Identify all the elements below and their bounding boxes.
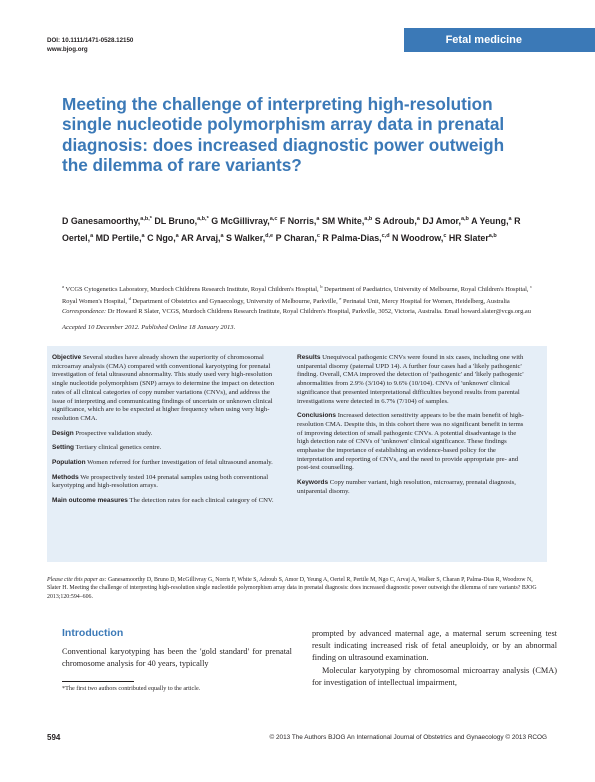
author-name: HR Slater (448, 232, 489, 243)
population: Women referred for further investigation of fetal ultrasound anomaly. (87, 459, 273, 467)
objective: Several studies have already shown the superiority of chromosomal microarray analysis (CMA) compared with conventional karyotyping for prenatal investigation of fetal ultrasound abnormality. This study used very high-resolution single nucleotide polymorphism (SNP) arrays to determine the impact on detection rates of all clinical categories of copy number variations (CNVs), and address the issue of interpreting and communicating findings of uncertain or unknown clinical significance, which are to be expected at higher frequency when using very high-resolution CMA. (52, 354, 275, 422)
author-affil-marker: a,c (269, 216, 278, 222)
author-affil-marker: a,b (364, 216, 373, 222)
affil-b: Department of Paediatrics, University of Melbourne, Royal Children's Hospital, (324, 286, 529, 294)
author-affil-marker: a,b (488, 232, 497, 239)
author-affil-marker: a,b,* (140, 216, 152, 222)
author-list: D Ganesamoorthy,$^{a,b,*}$ DL Bruno,$^{a,b,*}$ G McGillivray,$^{a,c}$ F Norris,$^a$ SM White,$^{a,b}$ S Adroub,$^a$ DJ Amor,$^{a,b}$ A Yeung,$^a$ R Oertel,$^a$ MD Pertile,$^a$ C Ngo,$^a$ AR Arvaj,$^a$ S Walker,$^{d,e}$ P Charan,$^c$ R Palma-Dias,$^{c,d}$ N Woodrow,$^c$ HR Slater$^{a,b}$ (62, 215, 521, 243)
author-name: C Ngo (147, 232, 174, 243)
author-name: A Yeung (471, 215, 507, 226)
author-affil-marker: a (90, 232, 94, 239)
methods: We prospectively tested 104 prenatal samples using both conventional karyotyping and high-resolution arrays. (52, 473, 269, 490)
accepted-date: Accepted 10 December 2012. Published Online 18 January 2013. (62, 324, 236, 331)
author-name: P Charan (275, 232, 315, 243)
author-affil-marker: a,b,* (197, 216, 209, 222)
intro-right-text (312, 628, 557, 689)
author-name: S Adroub (374, 215, 415, 226)
intro-right-p1: prompted by advanced maternal age, a maternal serum screening test result indicating increased risk of fetal aneuploidy, or by an abnormal finding on ultrasound examination. (312, 629, 557, 663)
author-affil-marker: a (220, 232, 224, 239)
author-affil-marker: c,d (381, 232, 390, 239)
intro-heading: Introduction (62, 627, 124, 639)
outcome-measures: The detection rates for each clinical category of CNV. (129, 497, 274, 505)
abstract-left-column: Objective Several studies have already shown the superiority of chromosomal microarray analysis (CMA) compared with conventional karyotyping for prenatal investigation of fetal ultrasound abnormality. This study used very high-resolution single nucleotide polymorphism (SNP) arrays to determine the impact on detection rates of all clinical categories of copy number variations (CNVs), and address the issue of interpreting and communicating findings of uncertain or unknown clinical significance, which are to be expected at higher frequency when using very high-resolution CMA. Design Prospective validation study. Setting Tertiary clinical genetics centre. Population Women referred for further investigation of fetal ultrasound anomaly. Methods We prospectively tested 104 prenatal samples using both conventional karyotyping and high-resolution arrays. Main outcome measures The detection rates for each clinical category of CNV. (52, 354, 275, 505)
author-name: R Palma-Dias (322, 232, 380, 243)
footer-copyright: © 2013 The Authors BJOG An International Journal of Obstetrics and Gynaecology © 2013 RCOG (269, 734, 547, 741)
citation-label: Please cite this paper as: (47, 577, 107, 583)
author-affil-marker: a (141, 232, 145, 239)
footnote: *The first two authors contributed equally to the article. (62, 685, 201, 692)
intro-left-text: Conventional karyotyping has been the 'gold standard' for prenatal chromosome analysis for 40 years, typically (62, 647, 292, 669)
results: Unequivocal pathogenic CNVs were found in six cases, including one with uniparental disomy (paternal UPD 14). A further four cases had a 'likely pathogenic' finding. Overall, CMA improved the detection of 'pathogenic' and 'likely pathogenic' abnormalities from 2.9% (3/104) to 9.6% (10/104). CNVs of 'unknown' clinical significance that presented interpretational difficulties beyond results from parental investigations were detected in 6.7% (7/104) of samples. (297, 354, 524, 405)
article-title: Meeting the challenge of interpreting high-resolution single nucleotide polymorphism array data in prenatal diagnosis: does increased diagnostic power outweigh the dilemma of rare variants? (62, 94, 505, 175)
conclusions: Increased detection sensitivity appears to be the main benefit of high-resolution CMA. Despite this, in this cohort there was no significant benefit in terms of improving detection of small pathogenic CNVs. A potential disadvantage is the high detection rate of CNVs of 'unknown' clinical significance. These findings emphasise the importance of establishing an evidence-based policy for the interpretation and reporting of CNVs, and the need to provide appropriate pre- and post-test counselling. (297, 412, 524, 472)
author-name: DJ Amor (422, 215, 459, 226)
author-name: D Ganesamoorthy (62, 215, 138, 226)
keywords: Copy number variant, high resolution, microarray, prenatal diagnosis, uniparental disomy. (297, 479, 516, 495)
author-affil-marker: a (175, 232, 179, 239)
author-name: F Norris (279, 215, 314, 226)
citation-text: Ganesamoorthy D, Bruno D, McGillivray G, Norris F, White S, Adroub S, Amor D, Yeung A, Oertel R, Pertile M, Ngo C, Arvaj A, Walker S, Charan P, Palma-Dias R, Woodrow N, Slater H. Meeting the challenge of interpreting high-resolution single nucleotide polymorphism array data in prenatal diagnosis: does increased diagnostic power outweigh the dilemma of rare variants? BJOG 2013;120:594–606. (47, 577, 537, 600)
author-affil-marker: c (316, 232, 320, 239)
affil-d: Department of Obstetrics and Gynaecology, University of Melbourne, Parkville, (132, 298, 338, 306)
author-affil-marker: a (316, 216, 320, 222)
author-affil-marker: a (416, 216, 420, 222)
affil-e: Perinatal Unit, Mercy Hospital for Women, Heidelberg, Australia (342, 298, 510, 306)
author-affil-marker: c (443, 232, 447, 239)
intro-right-p2: Molecular karyotyping by chromosomal microarray analysis (CMA) for investigation of intellectual impairment, (312, 665, 557, 687)
footnote-rule (62, 681, 134, 682)
setting: Tertiary clinical genetics centre. (75, 444, 162, 452)
design: Prospective validation study. (75, 429, 153, 437)
correspondence: Dr Howard R Slater, VCGS, Murdoch Childrens Research Institute, Royal Children's Hospital, Parkville, 3052, Victoria, Australia. Email howard.slater@vcgs.org.au (107, 307, 531, 315)
author-affil-marker: d,e (265, 232, 274, 239)
affiliations: $^a$ VCGS Cytogenetics Laboratory, Murdoch Childrens Research Institute, Royal Children's Hospital, $^b$ Department of Paediatrics, University of Melbourne, Royal Children's Hospital, $^c$ Royal Women's Hospital, $^d$ Department of Obstetrics and Gynaecology, University of Melbourne, Parkville, $^e$ Perinatal Unit, Mercy Hospital for Women, Heidelberg, Australia Correspondence: Dr Howard R Slater, VCGS, Murdoch Childrens Research Institute, Royal Children's Hospital, Parkville, 3052, Victoria, Australia. Email howard.slater@vcgs.org.au (62, 284, 533, 315)
affil-c: Royal Women's Hospital, (62, 298, 127, 306)
author-name: AR Arvaj (180, 232, 219, 243)
author-name: MD Pertile (95, 232, 140, 243)
citation (47, 576, 547, 601)
author-name: G McGillivray (211, 215, 268, 226)
author-name: R Oertel (62, 215, 521, 243)
author-name: S Walker (226, 232, 263, 243)
doi-block (47, 36, 133, 54)
affil-a: VCGS Cytogenetics Laboratory, Murdoch Childrens Research Institute, Royal Children's Hospital, (65, 286, 319, 294)
correspondence-label: Correspondence: (62, 307, 107, 315)
section-label: Fetal medicine (404, 28, 595, 52)
page-number: 594 (47, 733, 61, 742)
journal-url[interactable]: www.bjog.org (47, 46, 88, 53)
author-name: DL Bruno (154, 215, 195, 226)
author-name: N Woodrow (392, 232, 441, 243)
author-affil-marker: a (508, 216, 512, 222)
abstract-right-column: Results Unequivocal pathogenic CNVs were found in six cases, including one with uniparental disomy (paternal UPD 14). A further four cases had a 'likely pathogenic' finding. Overall, CMA improved the detection of 'pathogenic' and 'likely pathogenic' abnormalities from 2.9% (3/104) to 9.6% (10/104). CNVs of 'unknown' clinical significance that presented interpretational difficulties beyond results from parental investigations were detected in 6.7% (7/104) of samples. Conclusions Increased detection sensitivity appears to be the main benefit of high-resolution CMA. Despite this, in this cohort there was no significant benefit in terms of improving detection of small pathogenic CNVs. A potential disadvantage is the high detection rate of CNVs of 'unknown' clinical significance. These findings emphasise the importance of establishing an evidence-based policy for the interpretation and reporting of CNVs, and the need to provide appropriate pre- and post-test counselling. Keywords Copy number variant, high resolution, microarray, prenatal diagnosis, uniparental disomy. (297, 354, 524, 495)
doi: DOI: 10.1111/1471-0528.12150 (47, 37, 134, 44)
author-name: SM White (321, 215, 362, 226)
author-affil-marker: a,b (460, 216, 469, 222)
